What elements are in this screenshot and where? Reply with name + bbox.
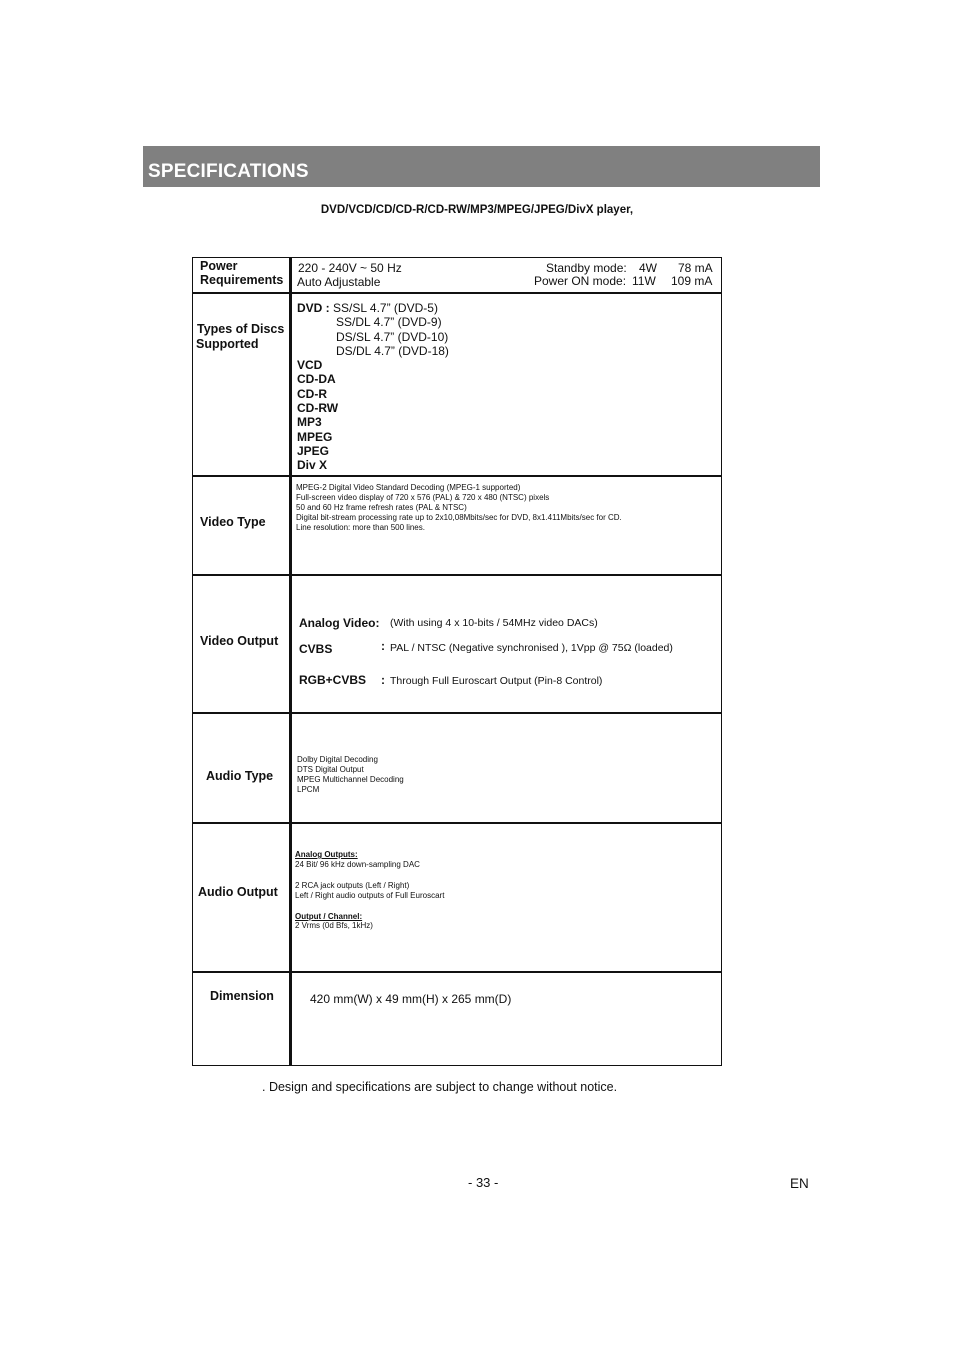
output-channel-title: Output / Channel: <box>295 912 363 921</box>
disc-format: CD-R <box>297 386 327 401</box>
video-type-line: MPEG-2 Digital Video Standard Decoding (MPEG-1 supported) <box>296 483 521 492</box>
rgb-colon: : <box>381 673 385 687</box>
audio-type-line: Dolby Digital Decoding <box>297 755 378 764</box>
cvbs-label: CVBS <box>299 642 333 656</box>
video-output-label: Video Output <box>200 634 279 648</box>
power-label-line2: Requirements <box>200 273 284 287</box>
discs-label-cell <box>193 293 291 476</box>
discs-label-line2: Supported <box>196 337 259 351</box>
product-subtitle: DVD/VCD/CD/CD-R/CD-RW/MP3/MPEG/JPEG/DivX player, <box>320 204 634 216</box>
dimension-label: Dimension <box>210 989 274 1003</box>
video-type-line: 50 and 60 Hz frame refresh rates (PAL & NTSC) <box>296 503 467 512</box>
discs-label-line1: Types of Discs <box>197 322 285 336</box>
row-power <box>193 258 722 294</box>
disc-format: MP3 <box>297 415 322 430</box>
dvd-variant: DS/SL 4.7” (DVD-10) <box>336 329 449 344</box>
section-title: SPECIFICATIONS <box>148 161 309 182</box>
audio-type-line: MPEG Multichannel Decoding <box>297 775 404 784</box>
analog-video-note: (With using 4 x 10-bits / 54MHz video DACs) <box>390 617 598 629</box>
power-auto-adjust: Auto Adjustable <box>297 275 381 289</box>
power-value-cell <box>291 258 722 294</box>
dvd-variant: SS/SL 4.7” (DVD-5) <box>333 301 438 315</box>
row-dimension <box>193 972 722 1066</box>
analog-dac-spec: 24 Bit/ 96 kHz down-sampling DAC <box>295 860 420 869</box>
row-audio-output <box>193 823 722 972</box>
audio-type-label-cell <box>193 713 291 823</box>
video-type-line: Digital bit-stream processing rate up to 2x10,08Mbits/sec for DVD, 8x1.411Mbits/sec for CD. <box>296 513 622 522</box>
disc-format: CD-RW <box>297 401 339 416</box>
footnote: . Design and specifications are subject to change without notice. <box>262 1080 618 1094</box>
output-channel-value: 2 Vrms (0d Bfs, 1kHz) <box>295 921 373 930</box>
disc-format: Div X <box>297 458 328 473</box>
audio-output-label-cell <box>193 823 291 972</box>
video-output-label-cell <box>193 575 291 713</box>
video-type-line: Line resolution: more than 500 lines. <box>296 523 425 532</box>
analog-outputs-title: Analog Outputs: <box>295 850 358 859</box>
disc-format-list <box>297 301 449 473</box>
audio-type-line: DTS Digital Output <box>297 765 364 774</box>
audio-type-line: LPCM <box>297 785 320 794</box>
specifications-table <box>192 257 722 1066</box>
disc-format: VCD <box>297 358 323 373</box>
row-audio-type <box>193 713 722 823</box>
dimension-value-cell <box>291 972 722 1066</box>
power-label-cell <box>193 258 291 294</box>
power-voltage: 220 - 240V ~ 50 Hz <box>298 261 402 275</box>
standby-watts: 4W <box>639 261 657 275</box>
standby-mode-label: Standby mode: <box>546 261 627 275</box>
rca-outputs: 2 RCA jack outputs (Left / Right) <box>295 881 410 890</box>
video-type-line: Full-screen video display of 720 x 576 (PAL) & 720 x 480 (NTSC) pixels <box>296 493 550 502</box>
page-number: - 33 - <box>468 1175 499 1190</box>
scart-audio-outputs: Left / Right audio outputs of Full Euroscart <box>295 891 445 900</box>
cvbs-value: PAL / NTSC (Negative synchronised ), 1Vpp @ 75Ω (loaded) <box>390 642 673 654</box>
row-video-output <box>193 575 722 713</box>
dvd-variant: SS/DL 4.7” (DVD-9) <box>336 315 442 330</box>
dvd-prefix: DVD : <box>297 301 330 315</box>
row-disc-types <box>193 293 722 476</box>
power-on-current: 109 mA <box>671 274 713 288</box>
power-on-watts: 11W <box>632 274 656 288</box>
language-code: EN <box>790 1176 809 1191</box>
video-type-value-cell <box>291 476 722 575</box>
audio-type-value-cell <box>291 713 722 823</box>
disc-format: CD-DA <box>297 372 336 387</box>
section-header-bar <box>143 146 820 187</box>
video-type-label-cell <box>193 476 291 575</box>
audio-output-label: Audio Output <box>198 885 278 899</box>
cvbs-colon: : <box>381 639 385 653</box>
rgb-cvbs-value: Through Full Euroscart Output (Pin-8 Control) <box>390 675 603 687</box>
video-output-value-cell <box>291 575 722 713</box>
video-type-label: Video Type <box>200 515 266 529</box>
analog-video-title: Analog Video: <box>299 616 380 630</box>
audio-output-value-cell <box>291 823 722 972</box>
row-video-type <box>193 476 722 575</box>
dimension-value: 420 mm(W) x 49 mm(H) x 265 mm(D) <box>310 992 512 1006</box>
disc-format: MPEG <box>297 429 333 444</box>
audio-type-label: Audio Type <box>206 769 274 783</box>
dvd-variant: DS/DL 4.7” (DVD-18) <box>336 343 449 358</box>
disc-format: JPEG <box>297 443 330 458</box>
dimension-label-cell <box>193 972 291 1066</box>
power-label-line1: Power <box>200 259 238 273</box>
standby-current: 78 mA <box>678 261 713 275</box>
discs-value-cell <box>291 293 722 476</box>
rgb-cvbs-label: RGB+CVBS <box>299 673 367 687</box>
power-on-mode-label: Power ON mode: <box>534 274 627 288</box>
